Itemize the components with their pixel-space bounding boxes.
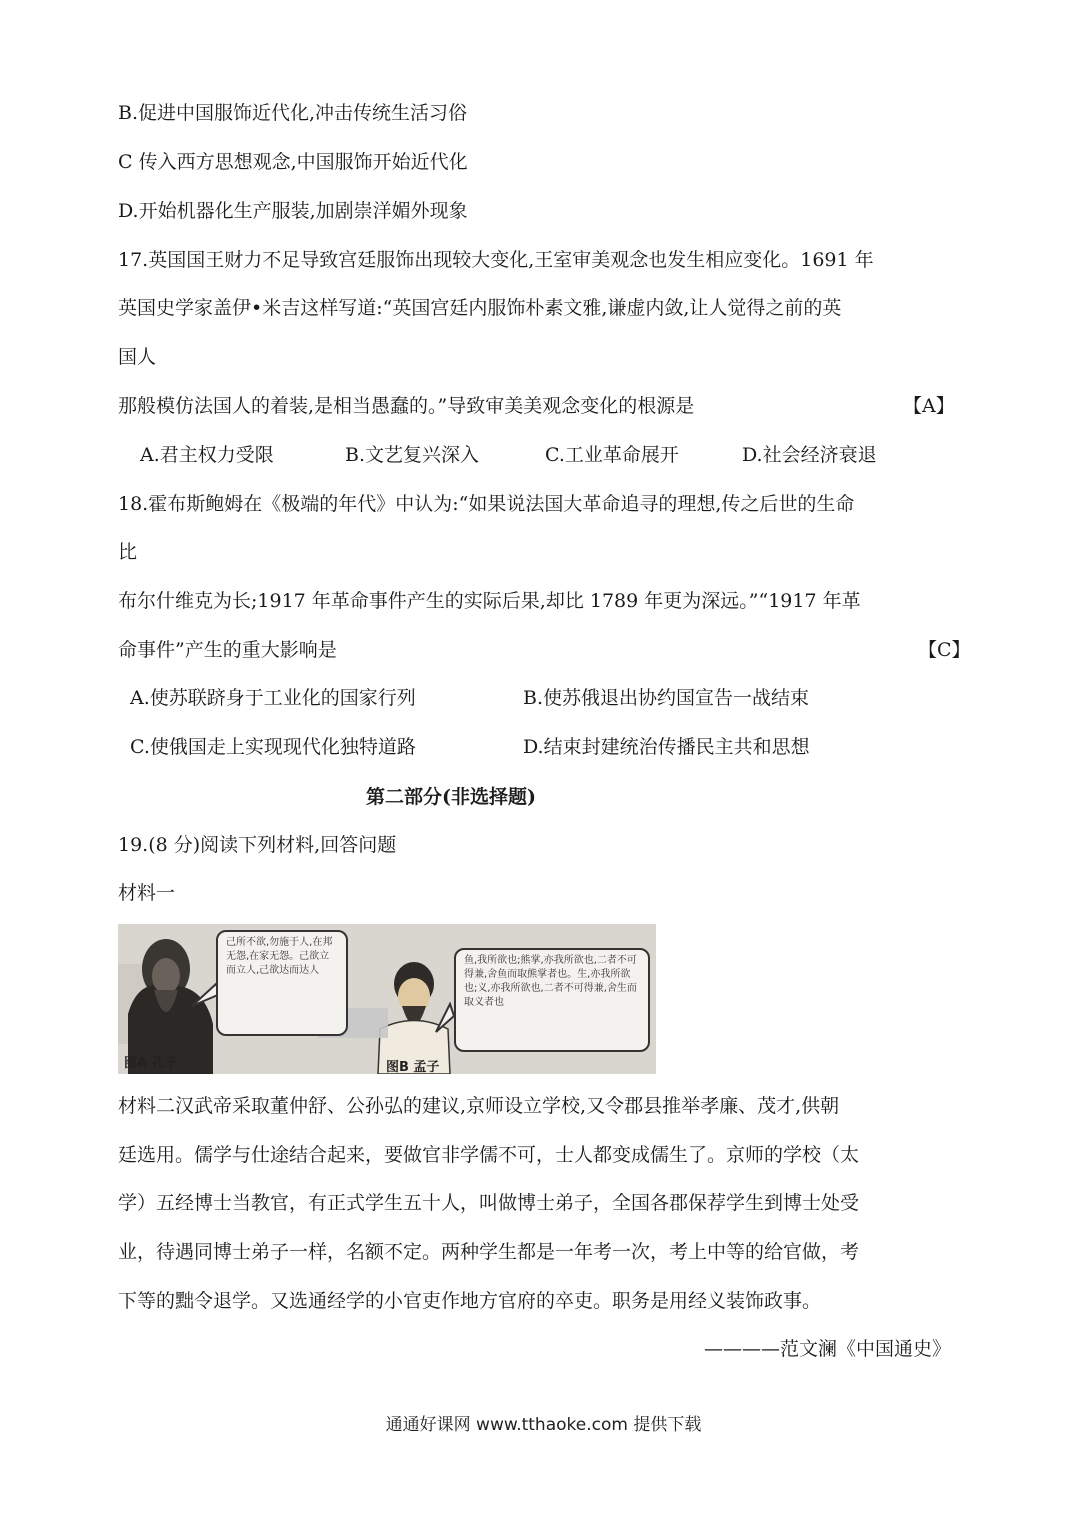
q17-option-b: B.文艺复兴深入 [345,444,480,466]
q17-option-c: C.工业革命展开 [545,444,679,466]
q17-stem-line: 国人 [118,346,157,368]
q17-option-d: D.社会经济衰退 [742,444,877,466]
material2-line: 学）五经博士当教官，有正式学生五十人，叫做博士弟子，全国各郡保荐学生到博士处受 [118,1192,860,1214]
q17-stem-line: 那般模仿法国人的着装,是相当愚蠢的。”导致审美美观念变化的根源是 [118,395,695,417]
q17-option-a: A.君主权力受限 [140,444,274,466]
q16-option-c: C 传入西方思想观念,中国服饰开始近代化 [118,151,468,173]
q18-option-b: B.使苏俄退出协约国宣告一战结束 [523,687,810,709]
q18-option-d: D.结束封建统治传播民主共和思想 [523,736,810,758]
q17-answer: 【A】 [903,395,955,417]
q18-stem-line: 比 [118,541,138,563]
q18-stem-line: 布尔什维克为长;1917 年革命事件产生的实际后果,却比 1789 年更为深远。”“1917 年革 [118,590,861,612]
q16-option-b: B.促进中国服饰近代化,冲击传统生活习俗 [118,102,468,124]
material2-source: ————范文澜《中国通史》 [704,1338,952,1360]
material1-figure [118,924,656,1074]
mencius-speech-bubble: 鱼,我所欲也;熊掌,亦我所欲也,二者不可得兼,舍鱼而取熊掌者也。生,亦我所欲也;义,亦我所欲也,二者不可得兼,舍生而取义者也 [454,948,650,1052]
q18-answer: 【C】 [918,639,971,661]
q18-stem-line: 18.霍布斯鲍姆在《极端的年代》中认为:“如果说法国大革命追寻的理想,传之后世的生命 [118,493,855,515]
caption-mencius: 图B 孟子 [386,1060,440,1074]
part2-title: 第二部分(非选择题) [366,786,536,808]
caption-confucius: 图A 孔子 [124,1056,178,1071]
page-footer: 通通好课网 www.tthaoke.com 提供下载 [385,1415,702,1435]
q19-header: 19.(8 分)阅读下列材料,回答问题 [118,834,397,856]
material2-line: 材料二汉武帝采取董仲舒、公孙弘的建议,京师设立学校,又令郡县推举孝廉、茂才,供朝 [118,1095,840,1117]
material2-line: 下等的黜令退学。又选通经学的小官吏作地方官府的卒吏。职务是用经义装饰政事。 [118,1290,822,1312]
q16-option-d: D.开始机器化生产服装,加剧崇洋媚外现象 [118,200,468,222]
q17-stem-line: 英国史学家盖伊•米吉这样写道:“英国宫廷内服饰朴素文雅,谦虚内敛,让人觉得之前的英 [118,297,842,319]
material2-line: 廷选用。儒学与仕途结合起来，要做官非学儒不可，士人都变成儒生了。京师的学校（太 [118,1144,860,1166]
material2-line: 业，待遇同博士弟子一样，名额不定。两种学生都是一年考一次，考上中等的给官做，考 [118,1241,860,1263]
q18-option-c: C.使俄国走上实现现代化独特道路 [130,736,416,758]
q18-option-a: A.使苏联跻身于工业化的国家行列 [130,687,416,709]
confucius-speech-bubble: 己所不欲,勿施于人,在邦无怨,在家无怨。己欲立而立人,己欲达而达人 [216,930,348,1036]
q17-stem-line: 17.英国国王财力不足导致宫廷服饰出现较大变化,王室审美观念也发生相应变化。1691 年 [118,249,874,271]
q18-stem-line: 命事件”产生的重大影响是 [118,639,337,661]
material1-label: 材料一 [118,882,176,904]
